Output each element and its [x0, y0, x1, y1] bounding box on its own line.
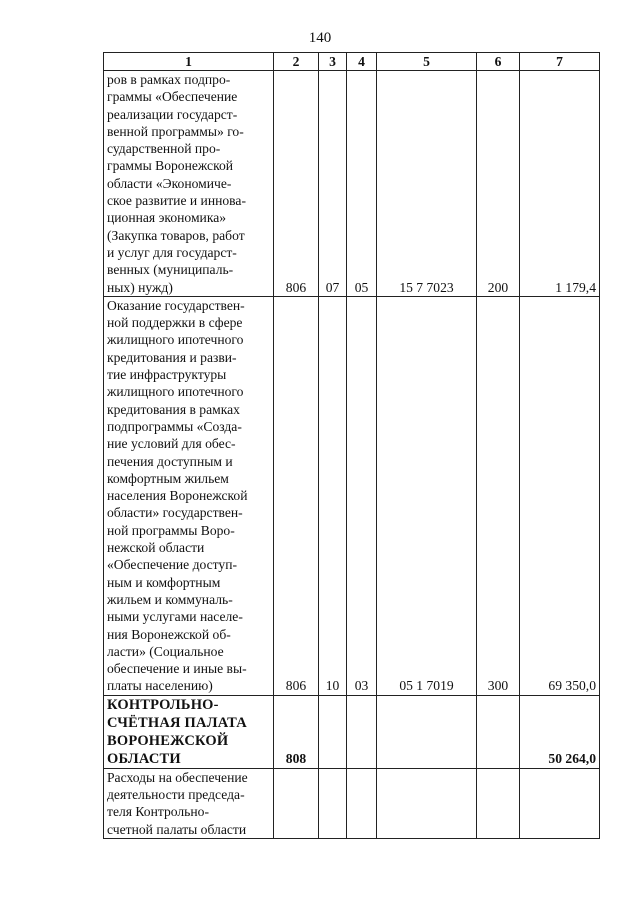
description-line: комфортным жильем: [107, 470, 229, 486]
description-line: ское развитие и иннова-: [107, 193, 246, 209]
subsection-cell: 05: [347, 71, 377, 297]
description-line: граммы Воронежской: [107, 158, 234, 174]
row-description: [104, 71, 274, 297]
description-line: граммы «Обеспечение: [107, 89, 238, 105]
description-line: жилищного ипотечного: [107, 332, 244, 348]
target-article-cell: [377, 695, 477, 768]
description-line: области «Экономиче-: [107, 175, 232, 191]
description-line: (Закупка товаров, работ: [107, 227, 245, 243]
table-row: [104, 71, 600, 297]
description-line: подпрограммы «Созда-: [107, 418, 242, 434]
description-line: жильем и коммуналь-: [107, 591, 233, 607]
budget-table: [103, 52, 600, 839]
expense-type-cell: 300: [477, 296, 520, 695]
description-line: ОБЛАСТИ: [107, 750, 181, 767]
description-line: «Обеспечение доступ-: [107, 557, 238, 573]
target-article-cell: [377, 768, 477, 838]
description-line: венной программы» го-: [107, 123, 244, 139]
amount-cell: 50 264,0: [520, 695, 600, 768]
column-header-6: 6: [477, 53, 520, 71]
description-line: Расходы на обеспечение: [107, 769, 248, 785]
description-line: счетной палаты области: [107, 821, 247, 837]
description-line: ных) нужд): [107, 279, 173, 295]
description-line: жилищного ипотечного: [107, 384, 244, 400]
amount-cell: 1 179,4: [520, 71, 600, 297]
amount-cell: [520, 768, 600, 838]
target-article-cell: 05 1 7019: [377, 296, 477, 695]
row-description: [104, 768, 274, 838]
column-header-7: 7: [520, 53, 600, 71]
description-line: СЧЁТНАЯ ПАЛАТА: [107, 714, 247, 731]
subsection-cell: [347, 695, 377, 768]
section-cell: [319, 695, 347, 768]
subsection-cell: [347, 768, 377, 838]
section-cell: 10: [319, 296, 347, 695]
description-line: ной программы Воро-: [107, 522, 235, 538]
row-description: [104, 296, 274, 695]
expense-type-cell: 200: [477, 71, 520, 297]
description-line: тие инфраструктуры: [107, 367, 227, 383]
table-row: [104, 296, 600, 695]
description-line: ров в рамках подпро-: [107, 72, 231, 87]
section-cell: 07: [319, 71, 347, 297]
organization-name: [104, 695, 274, 768]
description-line: и услуг для государст-: [107, 244, 237, 260]
column-header-1: 1: [104, 53, 274, 71]
description-line: ционная экономика»: [107, 210, 227, 226]
admin-code-cell: 806: [274, 296, 319, 695]
description-line: ной поддержки в сфере: [107, 315, 243, 331]
description-line: населения Воронежской: [107, 488, 248, 504]
table-row: [104, 768, 600, 838]
description-line: теля Контрольно-: [107, 804, 209, 820]
description-line: Оказание государствен-: [107, 297, 245, 313]
subsection-cell: 03: [347, 296, 377, 695]
description-line: ласти» (Социальное: [107, 643, 224, 659]
description-line: ВОРОНЕЖСКОЙ: [107, 732, 229, 749]
description-line: обеспечение и иные вы-: [107, 661, 247, 677]
admin-code-cell: 808: [274, 695, 319, 768]
description-line: сударственной про-: [107, 141, 221, 157]
admin-code-cell: [274, 768, 319, 838]
admin-code-cell: 806: [274, 71, 319, 297]
section-cell: [319, 768, 347, 838]
expense-type-cell: [477, 768, 520, 838]
description-line: ным и комфортным: [107, 574, 221, 590]
target-article-cell: 15 7 7023: [377, 71, 477, 297]
header-row: [104, 53, 600, 71]
expense-type-cell: [477, 695, 520, 768]
description-line: платы населению): [107, 678, 213, 694]
description-line: нежской области: [107, 540, 205, 556]
description-line: кредитования в рамках: [107, 401, 240, 417]
amount-cell: 69 350,0: [520, 296, 600, 695]
description-line: ными услугами населе-: [107, 609, 243, 625]
description-line: венных (муниципаль-: [107, 262, 234, 278]
organization-row: [104, 695, 600, 768]
column-header-3: 3: [319, 53, 347, 71]
description-line: ния Воронежской об-: [107, 626, 231, 642]
column-header-2: 2: [274, 53, 319, 71]
description-line: печения доступным и: [107, 453, 233, 469]
column-header-5: 5: [377, 53, 477, 71]
description-line: области» государствен-: [107, 505, 243, 521]
description-line: реализации государст-: [107, 106, 238, 122]
column-header-4: 4: [347, 53, 377, 71]
description-line: деятельности председа-: [107, 786, 245, 802]
description-line: кредитования и разви-: [107, 349, 237, 365]
description-line: ние условий для обес-: [107, 436, 236, 452]
page-number: 140: [308, 30, 332, 46]
description-line: КОНТРОЛЬНО-: [107, 696, 219, 713]
